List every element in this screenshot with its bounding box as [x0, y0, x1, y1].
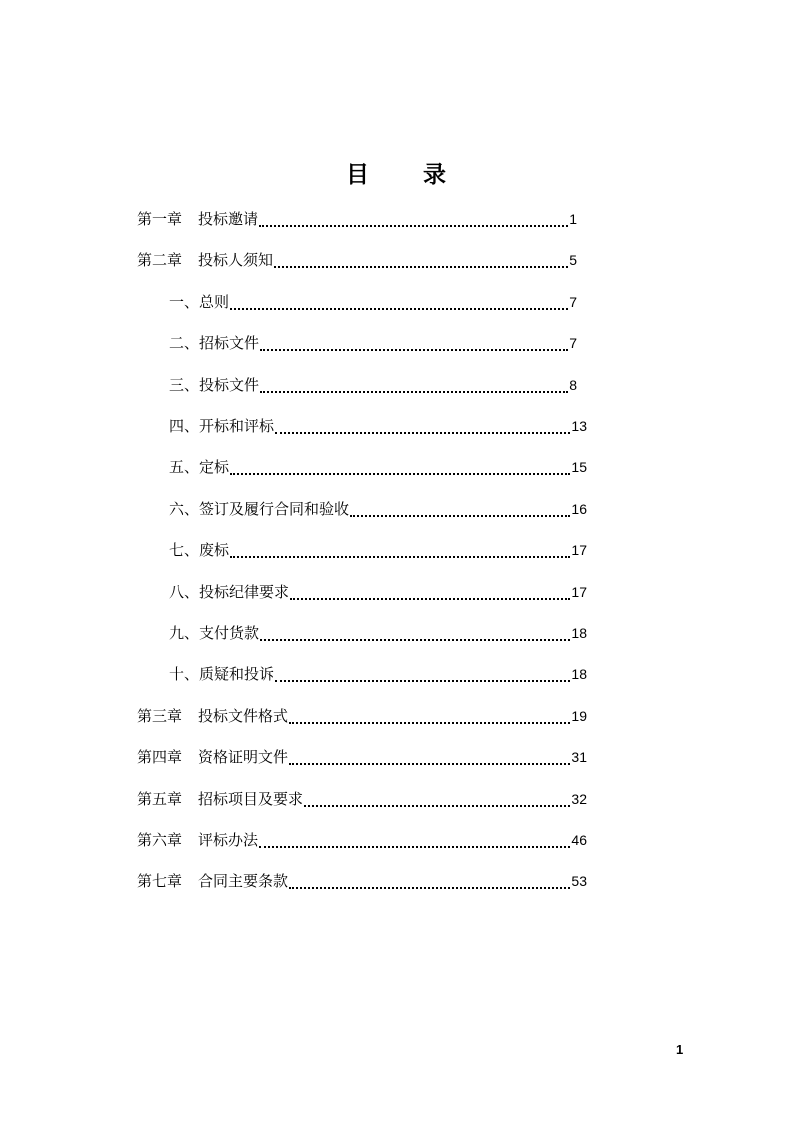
toc-entry[interactable]: [137, 705, 587, 727]
toc-dot-leader: [290, 587, 570, 600]
toc-entry-title: 招标项目及要求: [198, 790, 304, 808]
toc-entry[interactable]: [169, 332, 577, 354]
toc-dot-leader: [260, 338, 568, 351]
toc-dot-leader: [289, 752, 570, 765]
toc-chapter-number: 第二章: [137, 251, 183, 269]
toc-entry[interactable]: [169, 291, 577, 313]
toc-dot-leader: [230, 462, 570, 475]
toc-dot-leader: [230, 297, 568, 310]
toc-dot-leader: [304, 794, 570, 807]
toc-entry[interactable]: [137, 746, 587, 768]
toc-entry-title: 投标文件格式: [198, 707, 289, 725]
toc-page-number: 16: [571, 501, 587, 517]
footer-page-number: 1: [676, 1042, 684, 1057]
toc-page-number: 8: [569, 377, 577, 393]
page-title: [0, 160, 794, 190]
toc-chapter-number: 第六章: [137, 831, 183, 849]
toc-entry[interactable]: [137, 788, 587, 810]
toc-page-number: 19: [571, 708, 587, 724]
toc-entry-title: 八、投标纪律要求: [169, 583, 290, 601]
toc-entry[interactable]: [169, 663, 587, 685]
toc-dot-leader: [274, 255, 568, 268]
toc-entry-title: 投标邀请: [198, 210, 259, 228]
toc-chapter-number: 第四章: [137, 748, 183, 766]
toc-entry[interactable]: [169, 622, 587, 644]
toc-entry[interactable]: [137, 249, 577, 271]
toc-page-number: 46: [571, 832, 587, 848]
toc-page-number: 17: [571, 584, 587, 600]
toc-entry[interactable]: [169, 415, 587, 437]
toc-page-number: 13: [571, 418, 587, 434]
toc-entry-title: 五、定标: [169, 458, 230, 476]
toc-entry[interactable]: [137, 870, 587, 892]
toc-entry[interactable]: [169, 581, 587, 603]
toc-entry-title: 三、投标文件: [169, 376, 260, 394]
toc-page-number: 53: [571, 873, 587, 889]
toc-dot-leader: [289, 876, 570, 889]
toc-dot-leader: [275, 669, 570, 682]
toc-entry-title: 六、签订及履行合同和验收: [169, 500, 350, 518]
toc-page-number: 31: [571, 749, 587, 765]
toc-dot-leader: [230, 545, 570, 558]
toc-chapter-number: 第一章: [137, 210, 183, 228]
toc-entry-title: 九、支付货款: [169, 624, 260, 642]
toc-dot-leader: [259, 835, 570, 848]
toc-dot-leader: [259, 214, 568, 227]
toc-dot-leader: [260, 628, 570, 641]
toc-entry-title: 十、质疑和投诉: [169, 665, 275, 683]
title-char-2: 录: [423, 161, 448, 188]
toc-entry[interactable]: [169, 374, 577, 396]
toc-page-number: 18: [571, 666, 587, 682]
title-char-1: 目: [346, 161, 371, 188]
toc-entry[interactable]: [169, 498, 587, 520]
toc-page-number: 32: [571, 791, 587, 807]
toc-entry-title: 二、招标文件: [169, 334, 260, 352]
toc-page-number: 15: [571, 459, 587, 475]
toc-entry-title: 资格证明文件: [198, 748, 289, 766]
toc-entry-title: 评标办法: [198, 831, 259, 849]
toc-entry-title: 七、废标: [169, 541, 230, 559]
toc-page-number: 18: [571, 625, 587, 641]
toc-page-number: 1: [569, 211, 577, 227]
toc-entry-title: 合同主要条款: [198, 872, 289, 890]
toc-dot-leader: [260, 380, 568, 393]
toc-dot-leader: [289, 711, 570, 724]
toc-chapter-number: 第七章: [137, 872, 183, 890]
toc-entry[interactable]: [137, 829, 587, 851]
toc-entry[interactable]: [137, 208, 577, 230]
toc-page-number: 7: [569, 294, 577, 310]
toc-chapter-number: 第三章: [137, 707, 183, 725]
toc-entry[interactable]: [169, 539, 587, 561]
toc-page-number: 7: [569, 335, 577, 351]
toc-chapter-number: 第五章: [137, 790, 183, 808]
toc-page-number: 5: [569, 252, 577, 268]
toc-dot-leader: [275, 421, 570, 434]
toc-entry[interactable]: [169, 456, 587, 478]
toc-entry-title: 四、开标和评标: [169, 417, 275, 435]
toc-entry-title: 投标人须知: [198, 251, 274, 269]
toc-page-number: 17: [571, 542, 587, 558]
toc-entry-title: 一、总则: [169, 293, 230, 311]
toc-dot-leader: [350, 504, 570, 517]
